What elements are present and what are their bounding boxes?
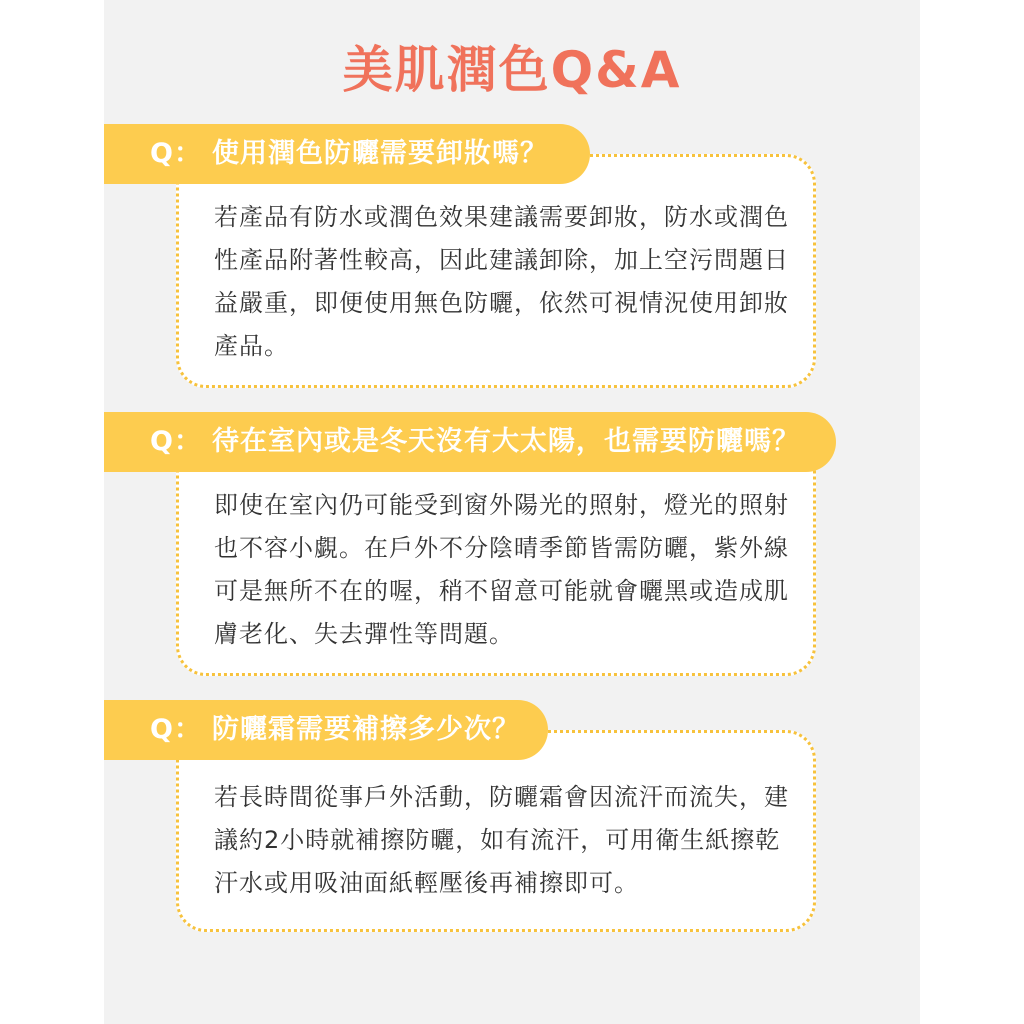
answer-text-1: 若產品有防水或潤色效果建議需要卸妝，防水或潤色性產品附著性較高，因此建議卸除，加上空污問題日益嚴重，即便使用無色防曬，依然可視情況使用卸妝產品。 xyxy=(214,203,789,360)
question-pill-1 xyxy=(104,124,590,184)
question-label: Q： xyxy=(150,426,202,457)
question-label: Q： xyxy=(150,714,202,745)
page-title: 美肌潤色Q&A xyxy=(342,41,682,99)
question-text: 待在室內或是冬天沒有大太陽，也需要防曬嗎？ xyxy=(211,426,800,457)
answer-text-2: 即使在室內仍可能受到窗外陽光的照射，燈光的照射也不容小覷。在戶外不分陰晴季節皆需防曬，紫外線可是無所不在的喔，稍不留意可能就會曬黑或造成肌膚老化、失去彈性等問題。 xyxy=(214,491,789,648)
question-text: 使用潤色防曬需要卸妝嗎？ xyxy=(211,138,548,169)
question-label: Q： xyxy=(150,138,202,169)
answer-text-3: 若長時間從事戶外活動，防曬霜會因流汗而流失，建議約2小時就補擦防曬，如有流汗，可用衛生紙擦乾汗水或用吸油面紙輕壓後再補擦即可。 xyxy=(214,783,789,897)
question-pill-3 xyxy=(104,700,548,760)
question-pill-2 xyxy=(104,412,836,472)
question-text: 防曬霜需要補擦多少次？ xyxy=(211,714,520,745)
